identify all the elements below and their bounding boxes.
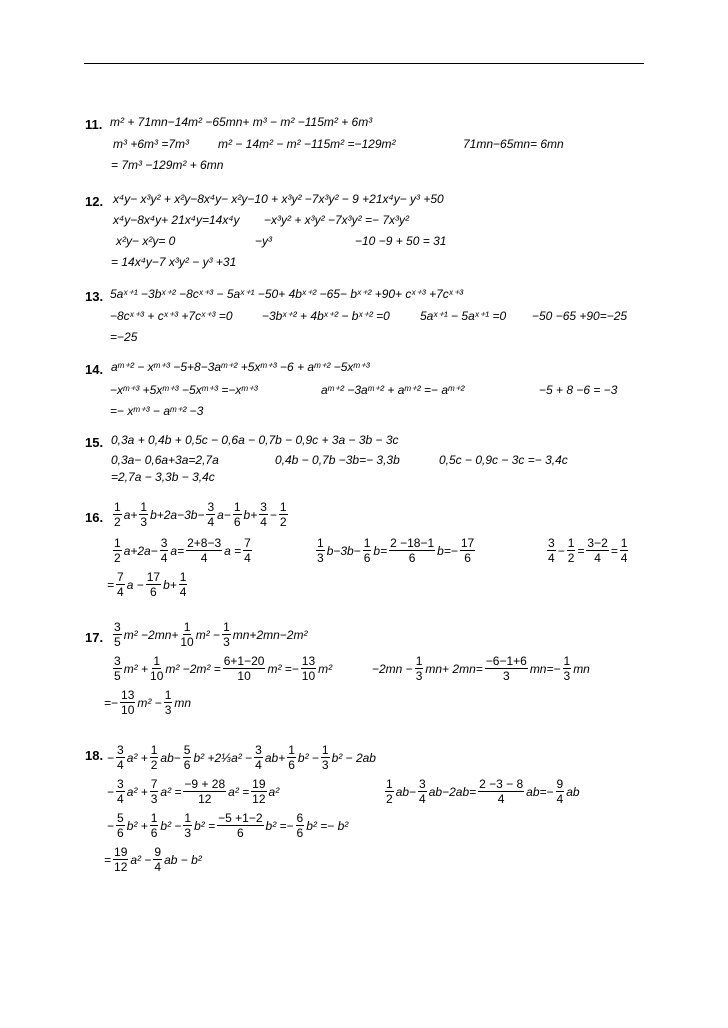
numerator: −6−1+6 bbox=[485, 654, 527, 668]
numerator: 1 bbox=[150, 811, 158, 825]
numerator: 2 −18−1 bbox=[390, 536, 435, 550]
denominator: 4 bbox=[548, 551, 555, 565]
fraction bbox=[186, 536, 222, 565]
fraction-expression bbox=[104, 688, 191, 717]
expression-text: a² − bbox=[130, 852, 152, 867]
fraction-expression bbox=[104, 845, 202, 874]
expression-text: ab−2ab= bbox=[428, 784, 477, 799]
fraction bbox=[113, 654, 122, 683]
numerator: 1 bbox=[415, 654, 423, 668]
denominator: 10 bbox=[180, 635, 194, 649]
fraction bbox=[180, 620, 193, 649]
expression-text: mn bbox=[573, 661, 590, 676]
expression-text: a² + bbox=[126, 784, 148, 799]
denominator: 3 bbox=[223, 635, 230, 649]
expression-text: a² bbox=[268, 784, 280, 799]
fraction bbox=[116, 743, 125, 772]
expression-text: b² − bbox=[160, 818, 182, 833]
numerator: 1 bbox=[317, 536, 324, 550]
fraction bbox=[116, 570, 125, 599]
expression-text: b² =− b² bbox=[306, 818, 349, 833]
fraction-expression bbox=[111, 500, 290, 529]
fraction bbox=[139, 500, 148, 529]
expression-text: = bbox=[107, 577, 115, 592]
numerator: −9 + 28 bbox=[184, 777, 226, 791]
fraction bbox=[150, 743, 159, 772]
fraction bbox=[183, 777, 226, 806]
expression-text: −2mn − bbox=[372, 661, 413, 676]
expression-text: b² − 2ab bbox=[331, 750, 376, 765]
denominator: 3 bbox=[502, 669, 510, 683]
fraction bbox=[418, 777, 427, 806]
numerator: 1 bbox=[164, 688, 172, 702]
fraction bbox=[316, 536, 325, 565]
expression-text: ab bbox=[566, 784, 580, 799]
expression-line: = 7m³ −129m² + 6mn bbox=[111, 158, 224, 172]
problem-number: 16. bbox=[85, 510, 104, 525]
expression-text: − bbox=[107, 818, 115, 833]
expression-text: = bbox=[104, 852, 112, 867]
numerator: 1 bbox=[223, 620, 230, 634]
expression-line: −10 −9 + 50 = 31 bbox=[355, 234, 447, 248]
numerator: 7 bbox=[150, 777, 158, 791]
expression-text: m² −2mn+ bbox=[123, 627, 179, 642]
denominator: 6 bbox=[296, 826, 304, 840]
denominator: 6 bbox=[464, 551, 471, 565]
expression-line: x⁴y− x³y² + x²y−8x⁴y− x²y−10 + x³y² −7x³y² − 9 +21x⁴y− y³ +50 bbox=[113, 192, 444, 206]
expression-line: 5aˣ⁺¹ − 5aˣ⁺¹ =0 bbox=[420, 309, 507, 323]
numerator: 13 bbox=[301, 654, 316, 668]
fraction bbox=[116, 811, 125, 840]
denominator: 4 bbox=[160, 551, 168, 565]
denominator: 2 bbox=[279, 515, 287, 529]
numerator: 9 bbox=[154, 845, 162, 859]
expression-text: a+2a− bbox=[123, 543, 158, 558]
numerator: 17 bbox=[146, 570, 161, 584]
expression-line: −50 −65 +90=−25 bbox=[532, 309, 628, 323]
numerator: 7 bbox=[244, 536, 251, 550]
fraction bbox=[183, 743, 192, 772]
denominator: 3 bbox=[150, 792, 158, 806]
numerator: 3 bbox=[419, 777, 426, 791]
fraction bbox=[478, 777, 524, 806]
expression-line: 0,5c − 0,9c − 3c =− 3,4c bbox=[439, 453, 568, 467]
numerator: 3 bbox=[117, 777, 124, 791]
numerator: 1 bbox=[563, 654, 571, 668]
fraction bbox=[385, 777, 394, 806]
expression-text: b² =− bbox=[265, 818, 294, 833]
expression-line: =− xᵐ⁺³ − aᵐ⁺² −3 bbox=[110, 404, 204, 418]
fraction bbox=[363, 536, 372, 565]
expression-line: −3bˣ⁺² + 4bˣ⁺² − bˣ⁺² =0 bbox=[262, 309, 390, 323]
expression-text: a − bbox=[126, 577, 144, 592]
expression-text: mn+2mn−2m² bbox=[232, 627, 308, 642]
numerator: −5 +1−2 bbox=[218, 811, 263, 825]
denominator: 5 bbox=[114, 669, 121, 683]
denominator: 10 bbox=[121, 703, 135, 717]
expression-line: −x³y² + x³y² −7x³y² =− 7x³y² bbox=[264, 213, 410, 227]
denominator: 2 bbox=[567, 551, 575, 565]
fraction bbox=[287, 743, 296, 772]
numerator: 13 bbox=[121, 688, 135, 702]
fraction-expression bbox=[111, 536, 254, 565]
fraction-expression bbox=[111, 654, 332, 683]
expression-text: b² + bbox=[126, 818, 148, 833]
numerator: 1 bbox=[183, 620, 191, 634]
numerator: 3 bbox=[260, 500, 267, 514]
numerator: 2+8−3 bbox=[187, 536, 222, 550]
fraction-expression bbox=[545, 536, 630, 565]
expression-line: −5 + 8 −6 = −3 bbox=[539, 383, 618, 397]
numerator: 1 bbox=[114, 500, 121, 514]
expression-text: b+2a−3b− bbox=[150, 507, 205, 522]
denominator: 10 bbox=[150, 669, 164, 683]
fraction bbox=[567, 536, 576, 565]
fraction bbox=[254, 743, 263, 772]
fraction-expression bbox=[372, 654, 590, 683]
denominator: 6 bbox=[363, 551, 371, 565]
fraction-expression bbox=[314, 536, 477, 565]
numerator: 1 bbox=[153, 654, 161, 668]
fraction bbox=[183, 811, 192, 840]
numerator: 3 bbox=[117, 743, 124, 757]
expression-line: −8cˣ⁺³ + cˣ⁺³ +7cˣ⁺³ =0 bbox=[110, 309, 233, 323]
expression-text: − bbox=[107, 784, 115, 799]
denominator: 4 bbox=[419, 792, 426, 806]
fraction bbox=[179, 570, 188, 599]
denominator: 6 bbox=[236, 826, 244, 840]
fraction bbox=[586, 536, 608, 565]
fraction bbox=[113, 620, 122, 649]
expression-text: b−3b− bbox=[326, 543, 361, 558]
denominator: 6 bbox=[150, 585, 157, 599]
expression-line: aᵐ⁺² −3aᵐ⁺² + aᵐ⁺² =− aᵐ⁺² bbox=[321, 383, 465, 397]
expression-text: = bbox=[610, 543, 618, 558]
fraction bbox=[116, 777, 125, 806]
expression-text: b² +2⅓a² − bbox=[193, 750, 253, 765]
expression-line: −y³ bbox=[255, 234, 273, 248]
denominator: 3 bbox=[140, 515, 148, 529]
denominator: 12 bbox=[114, 860, 128, 874]
denominator: 3 bbox=[321, 758, 329, 772]
expression-line: =−25 bbox=[110, 330, 138, 344]
fraction-expression bbox=[111, 620, 307, 649]
expression-text: b=− bbox=[437, 543, 458, 558]
fraction bbox=[296, 811, 305, 840]
fraction bbox=[485, 654, 528, 683]
fraction bbox=[301, 654, 316, 683]
numerator: 3 bbox=[160, 536, 168, 550]
fraction bbox=[150, 654, 163, 683]
numerator: 5 bbox=[183, 743, 191, 757]
expression-line: 0,3a− 0,6a+3a=2,7a bbox=[111, 453, 219, 467]
expression-line: =2,7a − 3,3b − 3,4c bbox=[111, 470, 215, 484]
fraction bbox=[321, 743, 330, 772]
denominator: 4 bbox=[260, 515, 267, 529]
expression-text: − bbox=[269, 507, 277, 522]
denominator: 2 bbox=[114, 551, 121, 565]
denominator: 2 bbox=[386, 792, 393, 806]
fraction bbox=[150, 811, 159, 840]
fraction bbox=[563, 654, 572, 683]
fraction bbox=[223, 654, 266, 683]
numerator: 19 bbox=[114, 845, 128, 859]
fraction bbox=[389, 536, 435, 565]
expression-text: mn+ 2mn= bbox=[425, 661, 483, 676]
denominator: 4 bbox=[556, 792, 564, 806]
denominator: 6 bbox=[408, 551, 416, 565]
expression-text: a² = bbox=[160, 784, 182, 799]
expression-line: 5aˣ⁺¹ −3bˣ⁺² −8cˣ⁺³ − 5aˣ⁺¹ −50+ 4bˣ⁺² −65− bˣ⁺² +90+ cˣ⁺³ +7cˣ⁺³ bbox=[110, 287, 464, 301]
expression-line: 71mn−65mn= 6mn bbox=[463, 137, 564, 151]
expression-line: aᵐ⁺² − xᵐ⁺³ −5+8−3aᵐ⁺² +5xᵐ⁺³ −6 + aᵐ⁺² −5xᵐ⁺³ bbox=[111, 360, 370, 374]
problem-number: 14. bbox=[85, 362, 104, 377]
expression-text: b² = bbox=[194, 818, 216, 833]
numerator: 3 bbox=[548, 536, 555, 550]
problem-number: 12. bbox=[85, 194, 104, 209]
denominator: 4 bbox=[255, 758, 262, 772]
fraction bbox=[113, 500, 122, 529]
denominator: 6 bbox=[233, 515, 241, 529]
numerator: 3−2 bbox=[587, 536, 608, 550]
fraction-expression bbox=[383, 777, 580, 806]
numerator: 1 bbox=[233, 500, 241, 514]
expression-text: m² bbox=[318, 661, 333, 676]
numerator: 1 bbox=[321, 743, 329, 757]
denominator: 2 bbox=[114, 515, 121, 529]
fraction bbox=[222, 620, 231, 649]
expression-text: =− bbox=[104, 695, 119, 710]
fraction bbox=[259, 500, 268, 529]
fraction bbox=[164, 688, 173, 717]
fraction-expression bbox=[107, 743, 376, 772]
expression-text: m² − bbox=[137, 695, 162, 710]
numerator: 7 bbox=[117, 570, 124, 584]
expression-text: ab− bbox=[160, 750, 181, 765]
expression-line: x⁴y−8x⁴y+ 21x⁴y=14x⁴y bbox=[113, 213, 240, 227]
expression-text: b= bbox=[373, 543, 388, 558]
denominator: 6 bbox=[183, 758, 191, 772]
denominator: 4 bbox=[154, 860, 162, 874]
expression-text: m² −2m² = bbox=[165, 661, 221, 676]
denominator: 6 bbox=[150, 826, 158, 840]
denominator: 3 bbox=[415, 669, 423, 683]
fraction bbox=[279, 500, 288, 529]
fraction bbox=[113, 845, 128, 874]
expression-text: b+ bbox=[163, 577, 177, 592]
numerator: 1 bbox=[140, 500, 148, 514]
problem-number: 13. bbox=[85, 289, 104, 304]
fraction bbox=[547, 536, 556, 565]
fraction-expression bbox=[107, 570, 189, 599]
fraction bbox=[233, 500, 242, 529]
numerator: 1 bbox=[184, 811, 192, 825]
expression-text: − bbox=[557, 543, 565, 558]
fraction bbox=[146, 570, 161, 599]
numerator: 1 bbox=[114, 536, 121, 550]
numerator: 3 bbox=[114, 654, 121, 668]
denominator: 10 bbox=[301, 669, 316, 683]
denominator: 5 bbox=[114, 635, 121, 649]
numerator: 5 bbox=[117, 811, 124, 825]
fraction bbox=[556, 777, 565, 806]
denominator: 4 bbox=[117, 758, 124, 772]
numerator: 1 bbox=[150, 743, 158, 757]
expression-text: a = bbox=[224, 543, 242, 558]
expression-line: 0,4b − 0,7b −3b=− 3,3b bbox=[275, 453, 400, 467]
problem-number: 15. bbox=[85, 435, 104, 450]
denominator: 6 bbox=[117, 826, 124, 840]
denominator: 12 bbox=[198, 792, 212, 806]
expression-text: ab− bbox=[395, 784, 417, 799]
denominator: 4 bbox=[594, 551, 601, 565]
expression-text: − bbox=[107, 750, 115, 765]
expression-text: mn=− bbox=[529, 661, 561, 676]
denominator: 4 bbox=[497, 792, 505, 806]
expression-text: b+ bbox=[243, 507, 258, 522]
denominator: 3 bbox=[164, 703, 172, 717]
denominator: 4 bbox=[200, 551, 208, 565]
denominator: 4 bbox=[117, 585, 124, 599]
expression-text: mn bbox=[174, 695, 192, 710]
expression-line: m² + 71mn−14m² −65mn+ m³ − m² −115m² + 6m³ bbox=[110, 115, 373, 129]
denominator: 3 bbox=[317, 551, 324, 565]
expression-text: m² + bbox=[123, 661, 149, 676]
expression-text: a= bbox=[170, 543, 185, 558]
expression-line: x²y− x²y= 0 bbox=[116, 234, 176, 248]
denominator: 4 bbox=[244, 551, 251, 565]
fraction bbox=[243, 536, 252, 565]
expression-text: = bbox=[577, 543, 585, 558]
problem-number: 11. bbox=[85, 117, 103, 132]
denominator: 4 bbox=[620, 551, 628, 565]
expression-text: a− bbox=[217, 507, 231, 522]
fraction bbox=[160, 536, 169, 565]
numerator: 1 bbox=[567, 536, 575, 550]
fraction bbox=[120, 688, 135, 717]
numerator: 2 −3 − 8 bbox=[479, 777, 524, 791]
fraction bbox=[620, 536, 629, 565]
numerator: 1 bbox=[386, 777, 393, 791]
fraction bbox=[217, 811, 263, 840]
expression-line: m³ +6m³ =7m³ bbox=[113, 137, 190, 151]
numerator: 3 bbox=[114, 620, 121, 634]
expression-text: m² − bbox=[195, 627, 221, 642]
expression-text: ab − b² bbox=[164, 852, 202, 867]
fraction bbox=[150, 777, 159, 806]
denominator: 4 bbox=[117, 792, 124, 806]
expression-text: ab=− bbox=[526, 784, 554, 799]
expression-line: = 14x⁴y−7 x³y² − y³ +31 bbox=[111, 255, 237, 269]
fraction bbox=[113, 536, 122, 565]
denominator: 3 bbox=[563, 669, 571, 683]
denominator: 4 bbox=[207, 515, 215, 529]
fraction bbox=[251, 777, 266, 806]
problem-number: 17. bbox=[85, 630, 104, 645]
expression-text: m² =− bbox=[267, 661, 299, 676]
fraction-expression bbox=[107, 811, 348, 840]
denominator: 2 bbox=[150, 758, 158, 772]
expression-line: m² − 14m² − m² −115m² =−129m² bbox=[218, 137, 396, 151]
denominator: 3 bbox=[184, 826, 192, 840]
fraction-expression bbox=[107, 777, 279, 806]
numerator: 6 bbox=[296, 811, 304, 825]
numerator: 9 bbox=[556, 777, 564, 791]
denominator: 4 bbox=[179, 585, 187, 599]
denominator: 12 bbox=[252, 792, 266, 806]
denominator: 10 bbox=[237, 669, 251, 683]
expression-line: 0,3a + 0,4b + 0,5c − 0,6a − 0,7b − 0,9c + 3a − 3b − 3c bbox=[111, 433, 399, 447]
numerator: 1 bbox=[620, 536, 628, 550]
numerator: 19 bbox=[252, 777, 266, 791]
fraction bbox=[415, 654, 424, 683]
expression-text: a² = bbox=[228, 784, 250, 799]
expression-text: a² + bbox=[126, 750, 148, 765]
expression-text: a+ bbox=[123, 507, 138, 522]
expression-text: b² − bbox=[297, 750, 319, 765]
problem-number: 18. bbox=[85, 748, 104, 763]
fraction bbox=[153, 845, 162, 874]
numerator: 1 bbox=[179, 570, 187, 584]
header-rule bbox=[84, 63, 644, 64]
denominator: 6 bbox=[288, 758, 295, 772]
fraction bbox=[206, 500, 215, 529]
numerator: 1 bbox=[279, 500, 287, 514]
fraction bbox=[460, 536, 475, 565]
numerator: 3 bbox=[207, 500, 215, 514]
numerator: 1 bbox=[363, 536, 371, 550]
expression-text: ab+ bbox=[264, 750, 286, 765]
numerator: 6+1−20 bbox=[223, 654, 265, 668]
numerator: 1 bbox=[288, 743, 295, 757]
expression-line: −xᵐ⁺³ +5xᵐ⁺³ −5xᵐ⁺³ =−xᵐ⁺³ bbox=[110, 383, 258, 397]
numerator: 3 bbox=[255, 743, 262, 757]
numerator: 17 bbox=[460, 536, 475, 550]
